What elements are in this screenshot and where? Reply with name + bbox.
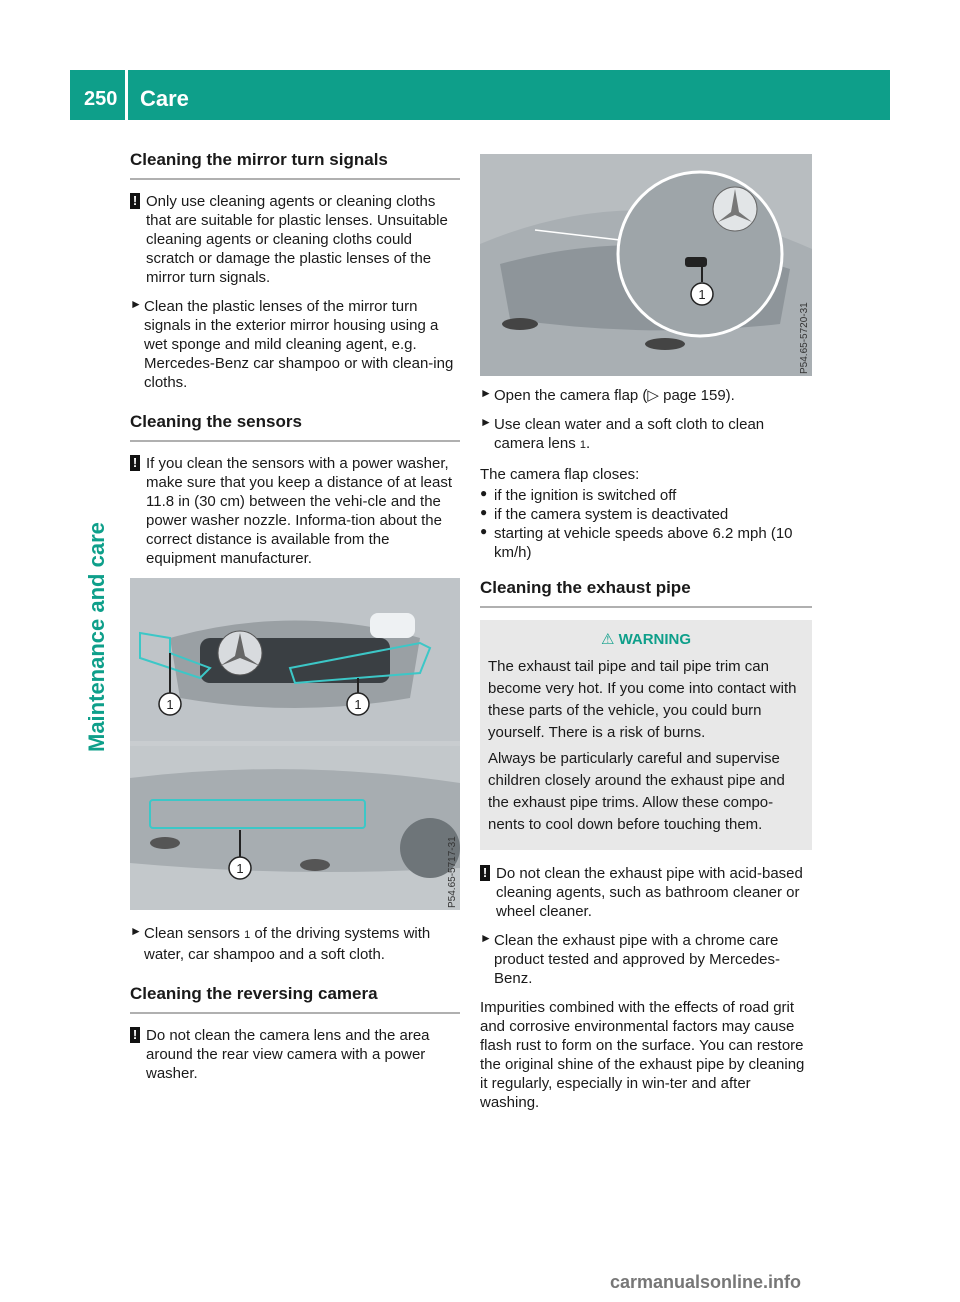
step-arrow-icon: ► — [130, 924, 142, 938]
bullet-item: ● if the ignition is switched off — [480, 486, 677, 504]
rear-camera-illustration — [480, 154, 812, 376]
notice-exhaust — [480, 864, 812, 921]
exhaust-paragraph: Impurities combined with the effects of road grit and corrosive environmental factors may cause flash rust to form on the surface. You can restore the original shine of the exhaust pipe by cleaning it regularly, especially in win-ter and after washing. — [480, 999, 805, 1111]
car-sensors-illustration — [130, 578, 460, 910]
bullet-item: ● if the camera system is deactivated — [480, 505, 729, 523]
callout-1-a: 1 — [166, 697, 174, 712]
sensors-figure — [130, 578, 460, 910]
step-text: Clean the exhaust pipe with a chrome care product tested and approved by Mercedes-Benz. — [494, 932, 781, 987]
warning-box — [480, 620, 812, 850]
notice-sensors — [130, 454, 460, 568]
camera-closes-text: The camera flap closes: — [480, 466, 640, 483]
exclamation-icon: ! — [130, 1027, 140, 1043]
chapter-title: Care — [140, 86, 189, 111]
exclamation-icon: ! — [480, 865, 490, 881]
bullet-icon: ● — [480, 505, 488, 519]
section-title-sensors: Cleaning the sensors — [130, 412, 460, 442]
bullet-icon: ● — [480, 486, 488, 500]
step-text: Clean the plastic lenses of the mirror turn signals in the exterior mirror housing using a wet sponge and mild cleaning agent, e.g. Mercedes-Benz car shampoo or with clean-ing cloths. — [144, 298, 454, 391]
callout-ref: 1 — [244, 929, 251, 941]
exclamation-icon: ! — [130, 455, 140, 471]
header-divider — [125, 70, 128, 120]
step-text: Clean sensors 1 of the driving systems with water, car shampoo and a soft cloth. — [144, 925, 431, 963]
step-text: Open the camera flap (▷ page 159). — [494, 387, 735, 404]
step-mirror — [130, 297, 460, 392]
header-bar — [70, 70, 890, 120]
watermark: carmanualsonline.info — [610, 1272, 802, 1292]
step-arrow-icon: ► — [480, 386, 492, 400]
notice-camera — [130, 1026, 460, 1083]
step-arrow-icon: ► — [130, 297, 142, 311]
bullet-icon: ● — [480, 524, 488, 538]
callout-1-b: 1 — [354, 697, 362, 712]
side-chapter-label: Maintenance and care — [84, 522, 109, 752]
left-column — [130, 150, 460, 1093]
right-column — [480, 150, 812, 1112]
section-title-mirror: Cleaning the mirror turn signals — [130, 150, 460, 180]
exclamation-icon: ! — [130, 193, 140, 209]
notice-text: Do not clean the camera lens and the area around the rear view camera with a power washer. — [146, 1027, 430, 1082]
page-number: 250 — [84, 88, 118, 110]
camera-figure — [480, 154, 812, 376]
section-title-camera: Cleaning the reversing camera — [130, 984, 460, 1014]
step-camera-2 — [480, 415, 812, 455]
figure-id-sensors: P54.65-5717-31 — [447, 836, 458, 908]
callout-1-d: 1 — [698, 287, 706, 302]
step-arrow-icon: ► — [480, 931, 492, 945]
step-arrow-icon: ► — [480, 415, 492, 429]
warning-text-1: The exhaust tail pipe and tail pipe trim can become very hot. If you come into contact with these parts of the vehicle, you could burn yourself. There is a risk of burns. — [488, 658, 797, 741]
warning-title: ⚠ WARNING — [600, 631, 692, 648]
notice-mirror — [130, 192, 460, 287]
notice-text: If you clean the sensors with a power washer, make sure that you keep a distance of at least 11.8 in (30 cm) between the vehi-cle and the power washer nozzle. Informa-tion about the correct distance is available from the equipment manufacturer. — [146, 455, 453, 567]
bullet-item: ● starting at vehicle speeds above 6.2 mph (10 km/h) — [480, 524, 793, 561]
notice-text: Do not clean the exhaust pipe with acid-based cleaning agents, such as bathroom cleaner or wheel cleaner. — [496, 865, 803, 920]
step-exhaust — [480, 931, 812, 988]
step-text: Use clean water and a soft cloth to clean camera lens 1. — [494, 416, 765, 452]
callout-1-c: 1 — [236, 861, 244, 876]
warning-text-2: Always be particularly careful and supervise children closely around the exhaust pipe and the exhaust pipe trims. Allow these compo-nents to cool down before touching them. — [488, 750, 785, 833]
step-camera-1 — [480, 386, 812, 405]
step-sensors — [130, 924, 460, 964]
section-title-exhaust: Cleaning the exhaust pipe — [480, 578, 812, 608]
figure-id-camera: P54.65-5720-31 — [799, 302, 810, 374]
notice-text: Only use cleaning agents or cleaning cloths that are suitable for plastic lenses. Unsuitable cleaning agents or cleaning cloths could scratch or damage the plastic lenses of the mirror turn signals. — [146, 193, 448, 286]
